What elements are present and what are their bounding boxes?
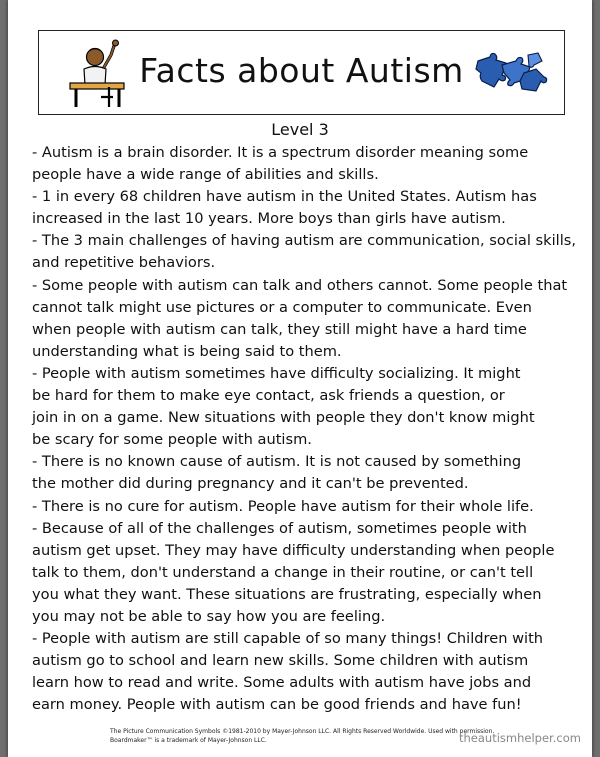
fact-line: increased in the last 10 years. More boys than girls have autism. <box>32 210 506 228</box>
brand-watermark: theautismhelper.com <box>459 731 581 745</box>
level-label: Level 3 <box>271 120 329 139</box>
trademark-line: Boardmaker™ is a trademark of Mayer-Johnson LLC. <box>110 737 267 744</box>
fact-line: understanding what is being said to them. <box>32 342 342 360</box>
fact-line: be scary for some people with autism. <box>32 431 312 449</box>
fact-line: people have a wide range of abilities and skills. <box>32 166 379 184</box>
copyright-footer <box>110 727 494 745</box>
copyright-line: The Picture Communication Symbols ©1981-2010 by Mayer-Johnson LLC. All Rights Reserved Worldwide. Used with permission. <box>110 728 495 735</box>
fact-line: - The 3 main challenges of having autism are communication, social skills, <box>32 232 577 250</box>
fact-line: and repetitive behaviors. <box>32 254 216 272</box>
fact-line: join in on a game. New situations with people they don't know might <box>32 409 535 427</box>
facts-list <box>32 142 580 716</box>
fact-line: - There is no cure for autism. People have autism for their whole life. <box>32 497 534 515</box>
fact-line: - People with autism sometimes have difficulty socializing. It might <box>32 364 521 382</box>
fact-line: - Because of all of the challenges of autism, sometimes people with <box>32 519 527 537</box>
fact-line: the mother did during pregnancy and it can't be prevented. <box>32 475 469 493</box>
puzzle-pieces-icon <box>474 51 548 97</box>
fact-line: autism go to school and learn new skills. Some children with autism <box>32 652 529 670</box>
fact-line: cannot talk might use pictures or a computer to communicate. Even <box>32 298 532 316</box>
page-title: Facts about Autism <box>139 51 464 90</box>
fact-line: when people with autism can talk, they still might have a hard time <box>32 320 527 338</box>
fact-line: - There is no known cause of autism. It is not caused by something <box>32 453 522 471</box>
fact-line: autism get upset. They may have difficulty understanding when people <box>32 541 555 559</box>
fact-line: talk to them, don't understand a change in their routine, or can't tell <box>32 563 534 581</box>
fact-line: be hard for them to make eye contact, ask friends a question, or <box>32 387 505 405</box>
fact-line: - 1 in every 68 children have autism in the United States. Autism has <box>32 188 537 206</box>
fact-line: you what they want. These situations are frustrating, especially when <box>32 585 542 603</box>
fact-line: - Autism is a brain disorder. It is a spectrum disorder meaning some <box>32 144 529 161</box>
title-box <box>38 30 565 115</box>
fact-line: learn how to read and write. Some adults with autism have jobs and <box>32 674 532 692</box>
fact-line: earn money. People with autism can be good friends and have fun! <box>32 696 522 714</box>
fact-line: - People with autism are still capable of so many things! Children with <box>32 630 544 648</box>
fact-line: you may not be able to say how you are feeling. <box>32 607 386 625</box>
document-page <box>8 0 592 757</box>
fact-line: - Some people with autism can talk and others cannot. Some people that <box>32 276 568 294</box>
